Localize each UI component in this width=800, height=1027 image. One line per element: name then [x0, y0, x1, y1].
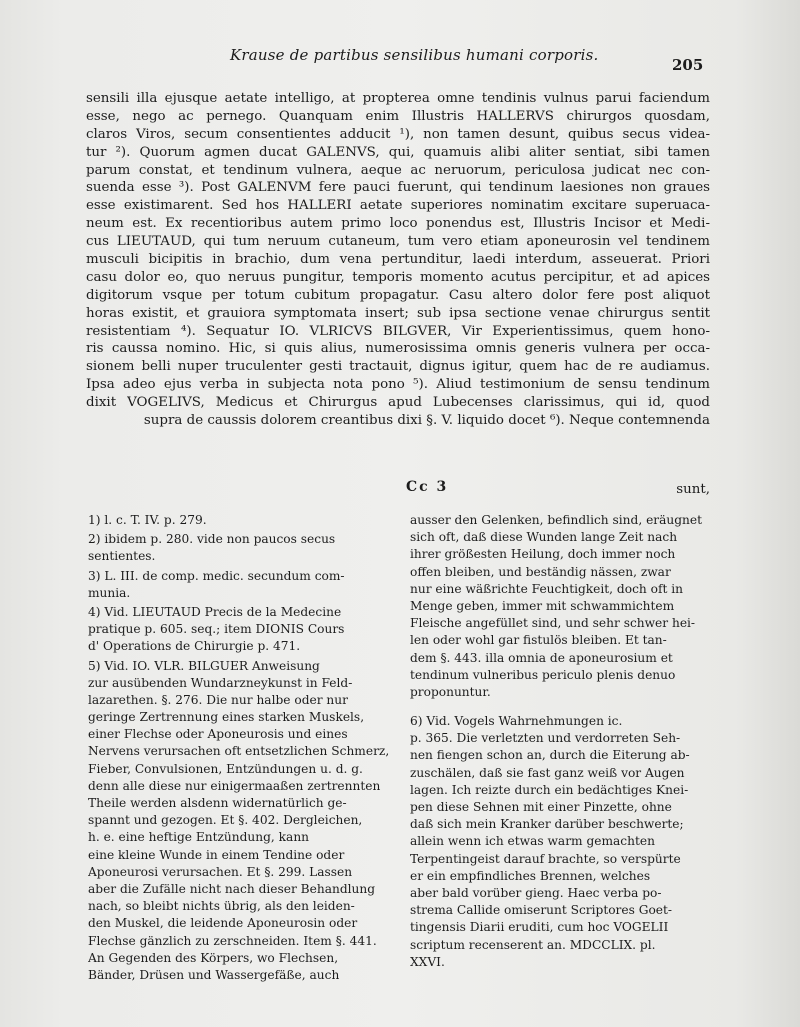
footnote-3	[88, 568, 390, 602]
footnote-line: 6) Vid. Vogels Wahrnehmungen ic.	[410, 714, 623, 729]
footnote-line: sentientes.	[88, 549, 156, 564]
body-line: tur ²). Quorum agmen ducat GALENVS, qui, quamuis alibi aliter sentiat, sibi tamen	[86, 144, 710, 160]
page-number: 205	[672, 56, 704, 74]
footnote-line: munia.	[88, 585, 131, 600]
body-line: suenda esse ³). Post GALENVM fere pauci fuerunt, qui tendinum laesiones non graues	[86, 180, 710, 196]
footnote-line: proponuntur.	[410, 684, 491, 699]
footnote-line: Terpentingeist darauf brachte, so verspürte	[410, 851, 681, 866]
footnote-line: Menge geben, immer mit schwammichtem	[410, 598, 675, 613]
footnote-line: nach, so bleibt nichts übrig, als den leiden-	[88, 899, 355, 914]
body-line: cus LIEUTAUD, qui tum neruum cutaneum, tum vero etiam aponeurosin vel tendinem	[86, 234, 710, 250]
footnote-line: len oder wohl gar fistulös bleiben. Et tan-	[410, 633, 667, 648]
footnote-line: aber bald vorüber gieng. Haec verba po-	[410, 885, 662, 900]
main-text-block	[86, 90, 710, 430]
footnotes-right-column	[410, 512, 712, 971]
footnote-gap	[410, 701, 712, 713]
footnote-line: spannt und gezogen. Et §. 402. Dergleichen,	[88, 813, 363, 828]
body-line: digitorum vsque per totum cubitum propagatur. Casu altero dolor fere post aliquot	[86, 287, 710, 303]
footnote-line: XXVI.	[410, 954, 445, 969]
body-line: parum constat, et tendinum vulnera, aeque ac neruorum, periculosa judicat nec con-	[86, 162, 710, 178]
footnote-line: zuschälen, daß sie fast ganz weiß vor Augen	[410, 765, 685, 780]
footnote-line: dem §. 443. illa omnia de aponeurosium et	[410, 650, 673, 665]
footnote-line: zur ausübenden Wundarzneykunst in Feld-	[88, 675, 353, 690]
body-line: sionem belli nuper truculenter gesti tractauit, dignus igitur, quem hac de re audiamus.	[86, 359, 710, 375]
footnote-line: nen fiengen schon an, durch die Eiterung ab-	[410, 748, 690, 763]
signature-mark: Cc 3	[406, 479, 449, 495]
footnote-5	[88, 658, 390, 985]
body-line: musculi bicipitis in brachio, dum vena pertunditur, laedi interdum, asseuerat. Priori	[86, 252, 710, 268]
footnote-line: Nervens verursachen oft entsetzlichen Schmerz,	[88, 744, 390, 759]
body-line: dixit VOGELIVS, Medicus et Chirurgus apud Lubecenses clarissimus, qui id, quod	[86, 395, 710, 411]
body-line: Ipsa adeo ejus verba in subjecta nota pono ⁵). Aliud testimonium de sensu tendinum	[86, 377, 710, 393]
body-line: resistentiam ⁴). Sequatur IO. VLRICVS BILGVER, Vir Experientissimus, quem hono-	[86, 323, 710, 339]
footnote-line: Aponeurosi verursachen. Et §. 299. Lassen	[88, 864, 353, 879]
body-line: horas existit, et grauiora symptomata insert; sub ipsa sectione venae chirurgus sentit	[86, 305, 710, 321]
footnote-line: scriptum recenserent an. MDCCLIX. pl.	[410, 937, 656, 952]
footnote-line: nur eine wäßrichte Feuchtigkeit, doch oft in	[410, 581, 683, 596]
footnote-line: geringe Zertrennung eines starken Muskels,	[88, 710, 365, 725]
footnote-line: allein wenn ich etwas warm gemachten	[410, 834, 655, 849]
footnote-line: h. e. eine heftige Entzündung, kann	[88, 830, 310, 845]
footnote-line: d' Operations de Chirurgie p. 471.	[88, 639, 301, 654]
footnote-line: tendinum vulneribus periculo plenis denuo	[410, 667, 676, 682]
footnote-line: 4) Vid. LIEUTAUD Precis de la Medecine	[88, 604, 342, 619]
footnote-line: offen bleiben, und beständig nässen, zwar	[410, 564, 671, 579]
footnote-line: strema Callide omiserunt Scriptores Goet-	[410, 903, 673, 918]
footnote-4	[88, 604, 390, 656]
footnote-line: pratique p. 605. seq.; item DIONIS Cours	[88, 622, 345, 637]
footnote-line: p. 365. Die verletzten und verdorreten Seh-	[410, 731, 681, 746]
footnote-line: Theile werden alsdenn widernatürlich ge-	[88, 796, 347, 810]
footnote-line: Fieber, Convulsionen, Entzündungen u. d. g.	[88, 761, 363, 776]
body-line: esse, nego ac pernego. Quanquam enim Illustris HALLERVS chirurgos quosdam,	[86, 108, 710, 124]
footnote-line: 2) ibidem p. 280. vide non paucos secus	[88, 532, 336, 547]
body-line: neum est. Ex recentioribus autem primo loco ponendus est, Illustris Incisor et Medi-	[86, 216, 710, 232]
footnote-1	[88, 512, 390, 529]
body-line: claros Viros, secum consentientes adducit ¹), non tamen desunt, quibus secus videa-	[86, 126, 710, 142]
footnote-line: ausser den Gelenken, befindlich sind, eräugnet	[410, 513, 702, 527]
footnote-line: denn alle diese nur einigermaaßen zertrennten	[88, 778, 381, 793]
footnote-line: daß sich mein Kranker darüber beschwerte;	[410, 817, 684, 832]
footnotes-left-column	[88, 512, 390, 986]
footnote-line: lazarethen. §. 276. Die nur halbe oder nur	[88, 692, 348, 707]
footnote-2	[88, 531, 390, 565]
body-line: esse existimarent. Sed hos HALLERI aetate superiores nominatim excitare superuaca-	[86, 198, 710, 214]
body-line: ris caussa nomino. Hic, si quis alius, numerosissima omnis generis vulnera per occa-	[86, 341, 710, 357]
body-line: casu dolor eo, quo neruus pungitur, temporis momento acutus percipitur, et ad apices	[86, 269, 710, 285]
footnote-line: 1) l. c. T. IV. p. 279.	[88, 513, 207, 527]
footnote-line: pen diese Sehnen mit einer Pinzette, ohne	[410, 800, 672, 814]
catchword: sunt,	[676, 482, 710, 497]
footnote-line: Bänder, Drüsen und Wassergefäße, auch	[88, 967, 340, 982]
footnote-line: An Gegenden des Körpers, wo Flechsen,	[88, 950, 339, 965]
running-title: Krause de partibus sensilibus humani corporis.	[230, 46, 599, 64]
footnote-line: aber die Zufälle nicht nach dieser Behandlung	[88, 881, 376, 896]
footnote-line: er ein empfindliches Brennen, welches	[410, 868, 651, 883]
footnote-6	[410, 713, 712, 971]
footnote-line: einer Flechse oder Aponeurosis und eines	[88, 727, 348, 742]
footnote-line: lagen. Ich reizte durch ein bedächtiges Knei-	[410, 782, 689, 797]
footnote-line: sich oft, daß diese Wunden lange Zeit nach	[410, 530, 678, 545]
footnote-line: den Muskel, die leidende Aponeurosin oder	[88, 916, 358, 931]
footnote-5-continuation	[410, 512, 712, 701]
footnote-line: 3) L. III. de comp. medic. secundum com-	[88, 568, 345, 583]
footnote-line: Fleische angefüllet sind, und sehr schwer hei-	[410, 616, 696, 631]
body-line: supra de caussis dolorem creantibus dixi §. V. liquido docet ⁶). Neque contemnenda	[143, 413, 710, 429]
footnote-line: Flechse gänzlich zu zerschneiden. Item §. 441.	[88, 933, 377, 948]
footnote-line: tingensis Diarii eruditi, cum hoc VOGELII	[410, 920, 669, 935]
body-line: sensili illa ejusque aetate intelligo, at propterea omne tendinis vulnus parui faciendum	[86, 91, 710, 106]
footnote-line: ihrer größesten Heilung, doch immer noch	[410, 547, 676, 562]
footnote-line: 5) Vid. IO. VLR. BILGUER Anweisung	[88, 658, 320, 673]
footnote-line: eine kleine Wunde in einem Tendine oder	[88, 847, 345, 862]
